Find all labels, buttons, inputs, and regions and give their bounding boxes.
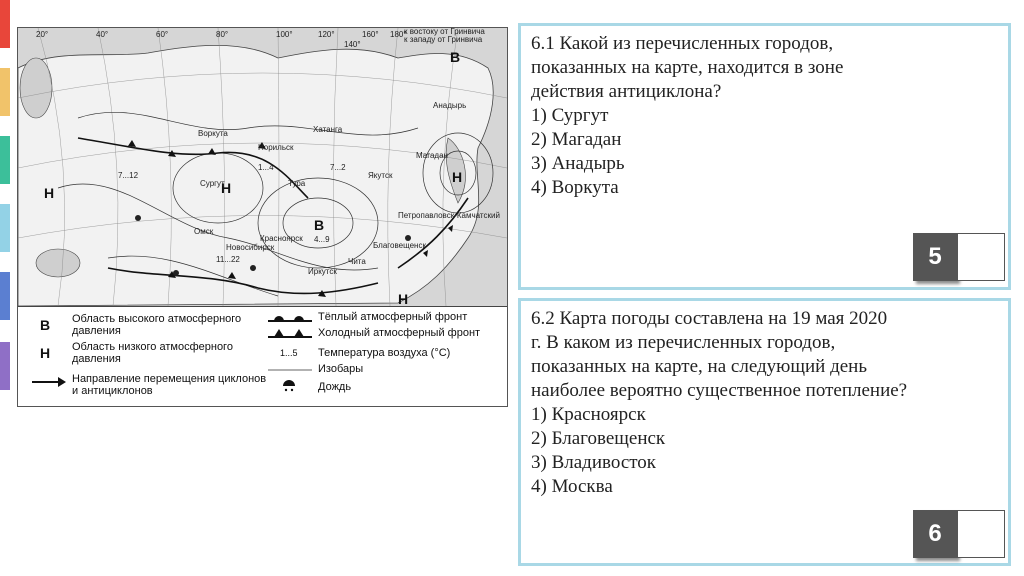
legend-temp-sample: 1...5 [280, 348, 298, 358]
map-city-krasnoyarsk: Красноярск [260, 234, 303, 243]
question-6-1-number: 5 [913, 233, 957, 281]
map-city-anadyr: Анадырь [433, 101, 467, 110]
map-high-1: В [314, 217, 325, 233]
map-city-petropavlovsk: Петропавловск-Камчатский [398, 211, 500, 220]
map-east-label: к востоку от Гринвича [404, 28, 485, 36]
map-city-surgut: Сургут [200, 179, 225, 188]
question-6-1-answer-field[interactable] [957, 233, 1005, 281]
side-tab-red [0, 0, 10, 48]
question-6-2-line: 6.2 Карта погоды составлена на 19 мая 2020 [531, 308, 888, 329]
map-west-label: к западу от Гринвича [404, 35, 483, 44]
question-6-1-line: показанных на карте, находится в зоне [531, 57, 844, 78]
question-6-2-option: 4) Москва [531, 476, 613, 497]
legend-isobar-icon [268, 365, 312, 375]
map-city-vorkuta: Воркута [198, 129, 228, 138]
legend-temp-label: Температура воздуха (°С) [318, 347, 451, 359]
map-grid-140: 140° [344, 40, 361, 49]
side-tab-purple [0, 342, 10, 390]
map-low-2: Н [452, 169, 463, 185]
question-6-1-option: 1) Сургут [531, 105, 609, 126]
legend-warm-front-icon [268, 311, 312, 323]
legend-rain-icon [282, 379, 296, 393]
map-grid-160: 160° [362, 30, 379, 39]
map-low-4: Н [44, 185, 55, 201]
side-tab-lightblue [0, 204, 10, 252]
map-city-irkutsk: Иркутск [308, 267, 337, 276]
legend-cold-front: Холодный атмосферный фронт [318, 327, 481, 339]
map-temp-3: 7...2 [330, 163, 346, 172]
map-city-magadan: Магадан [416, 151, 448, 160]
question-6-1-line: действия антициклона? [531, 81, 722, 102]
map-city-novosibirsk: Новосибирск [226, 243, 275, 252]
map-city-chita: Чита [348, 257, 366, 266]
question-6-2-number: 6 [913, 510, 957, 558]
map-legend [18, 306, 507, 407]
question-6-1-option: 3) Анадырь [531, 153, 625, 174]
map-temp-2: 1...4 [258, 163, 274, 172]
map-city-yakutsk: Якутск [368, 171, 393, 180]
map-grid-40: 40° [96, 30, 109, 39]
side-tab-green [0, 136, 10, 184]
question-6-2-option: 1) Красноярск [531, 404, 646, 425]
legend-low-symbol: Н [40, 345, 51, 361]
legend-warm-front: Тёплый атмосферный фронт [318, 311, 468, 323]
map-low-3: Н [398, 291, 409, 306]
map-grid-60: 60° [156, 30, 169, 39]
legend-isobars: Изобары [318, 363, 364, 375]
map-city-omsk: Омск [194, 227, 214, 236]
weather-map-drawing [18, 28, 507, 306]
map-grid-100: 100° [276, 30, 293, 39]
map-grid-20: 20° [36, 30, 49, 39]
question-6-1-option: 4) Воркута [531, 177, 619, 198]
question-6-2-option: 3) Владивосток [531, 452, 657, 473]
map-temp-1: 7...12 [118, 171, 139, 180]
question-6-1-box [518, 23, 1011, 290]
question-6-2-line: показанных на карте, на следующий день [531, 356, 868, 377]
weather-map-panel [17, 27, 508, 407]
map-low-1: Н [221, 180, 232, 196]
map-high-2: В [450, 49, 461, 65]
weather-map [18, 28, 507, 306]
legend-high-label: Область высокого атмосферного давления [72, 313, 242, 337]
map-grid-80: 80° [216, 30, 229, 39]
legend-arrow-icon [32, 377, 66, 387]
map-temp-5: 11...22 [216, 255, 240, 264]
question-6-2-answer-field[interactable] [957, 510, 1005, 558]
question-6-2-line: г. В каком из перечисленных городов, [531, 332, 836, 353]
map-city-norilsk: Норильск [258, 143, 294, 152]
question-6-1-option: 2) Магадан [531, 129, 622, 150]
side-tab-blue [0, 272, 10, 320]
question-6-1-line: 6.1 Какой из перечисленных городов, [531, 33, 834, 54]
legend-cold-front-icon [268, 327, 312, 339]
map-city-khatanga: Хатанга [313, 125, 343, 134]
question-6-1-text [531, 32, 1001, 200]
map-grid-120: 120° [318, 30, 335, 39]
question-6-2-option: 2) Благовещенск [531, 428, 666, 449]
map-city-tura: Тура [288, 179, 306, 188]
question-6-2-answer [913, 510, 1005, 558]
legend-arrow-label: Направление перемещения циклонов и антициклонов [72, 373, 267, 397]
legend-low-label: Область низкого атмосферного давления [72, 341, 233, 365]
side-tab-yellow [0, 68, 10, 116]
map-grid-180: 180° [390, 30, 407, 39]
map-temp-4: 4...9 [314, 235, 330, 244]
question-6-2-box [518, 298, 1011, 566]
question-6-2-text [531, 307, 1001, 499]
question-6-2-line: наиболее вероятно существенное потепление? [531, 380, 908, 401]
legend-rain: Дождь [318, 381, 352, 393]
map-city-blagoveshchensk: Благовещенск [373, 241, 426, 250]
legend-high-symbol: В [40, 317, 51, 333]
question-6-1-answer [913, 233, 1005, 281]
